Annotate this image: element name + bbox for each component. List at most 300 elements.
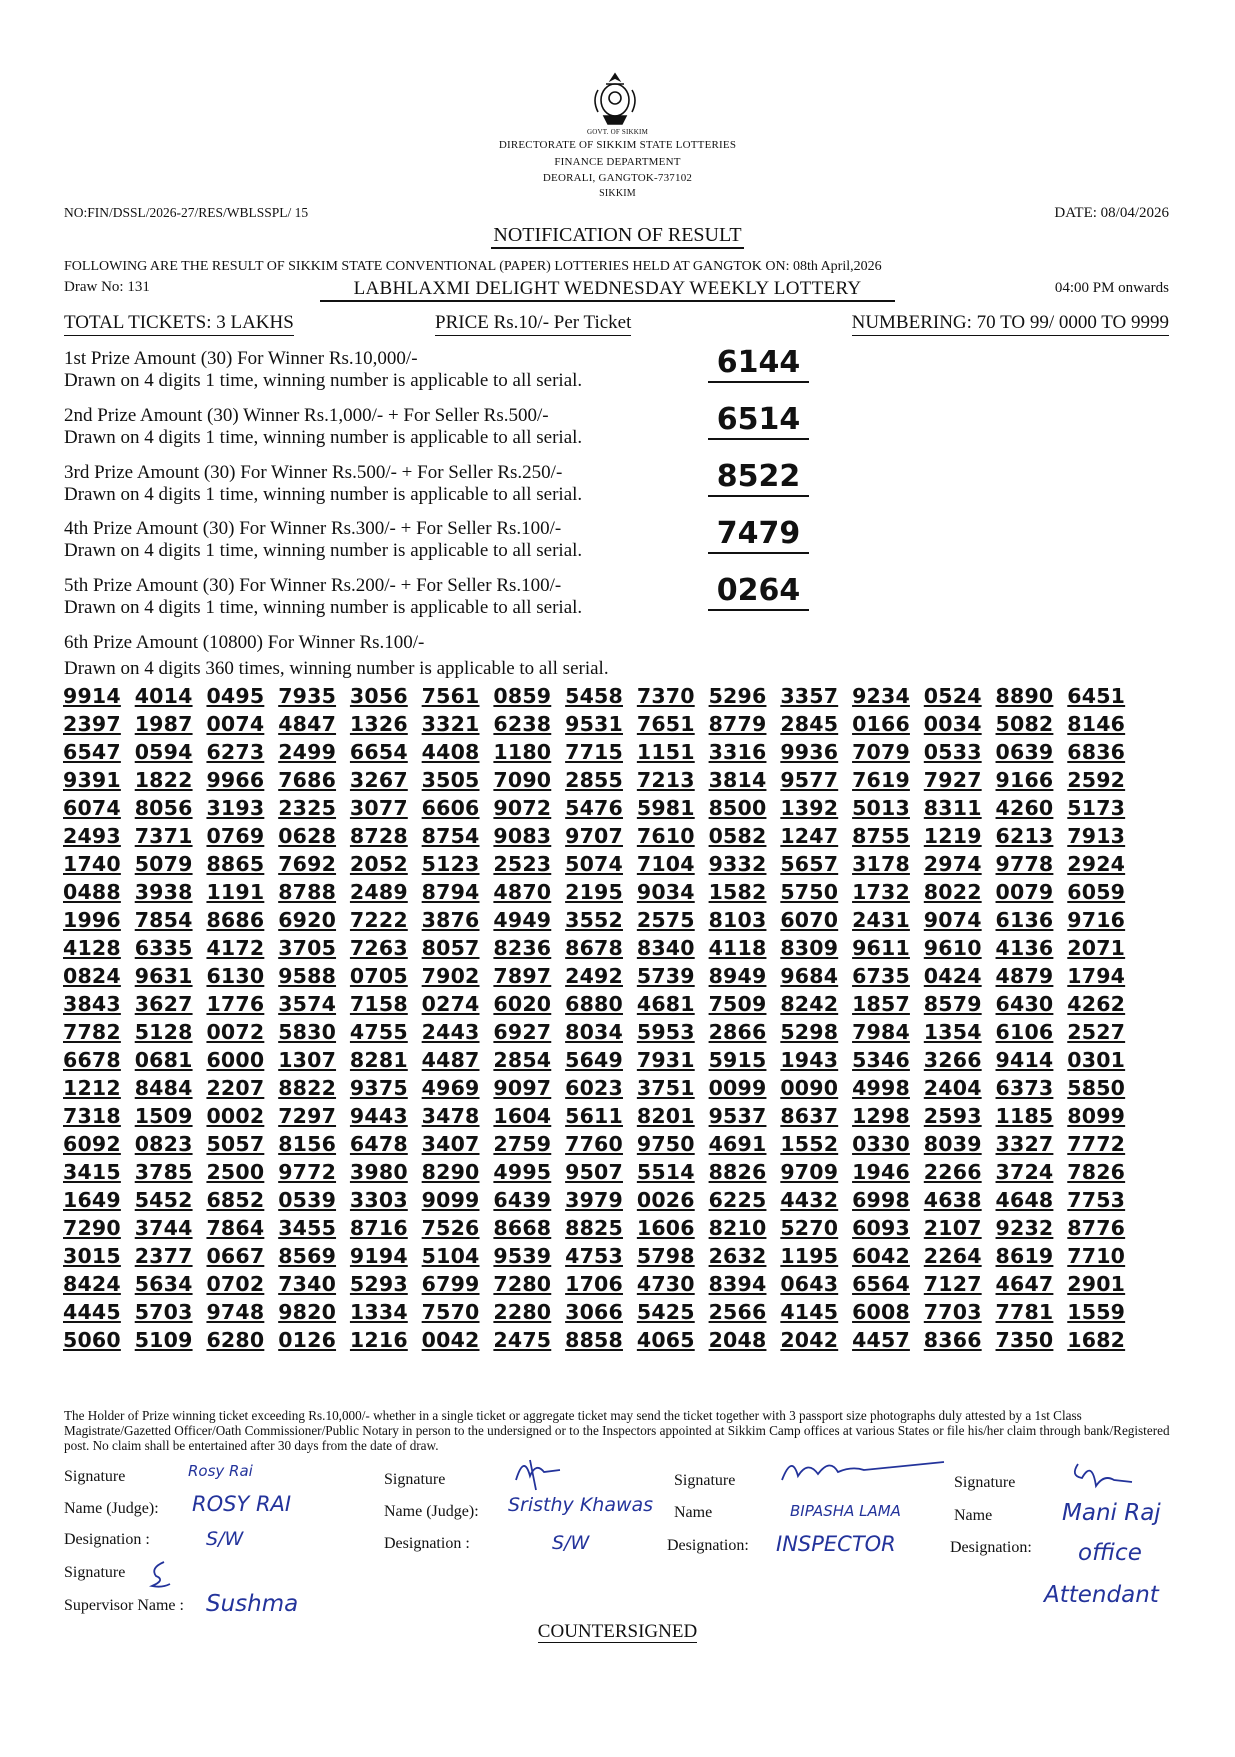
prize-6-number: 7931	[636, 1048, 695, 1072]
prize-6-number: 7370	[636, 684, 695, 708]
prize-6-number: 7715	[565, 740, 623, 764]
prize-6-number: 8637	[780, 1104, 839, 1128]
prize-6-number: 8569	[278, 1244, 337, 1268]
prize-6-number: 0539	[278, 1188, 337, 1212]
prize-6-number: 0424	[923, 964, 982, 988]
prize-6-number: 6042	[852, 1244, 910, 1268]
prize-3-number: 8522	[708, 459, 809, 497]
prize-6-number: 9707	[565, 824, 623, 848]
prize-6-number: 5953	[636, 1020, 695, 1044]
judge-2-designation-label: Designation :	[384, 1535, 470, 1552]
judge-1-name-label: Name (Judge):	[64, 1500, 159, 1517]
department-name: FINANCE DEPARTMENT	[554, 156, 681, 168]
prize-6-number: 8039	[923, 1132, 982, 1156]
prize-6-number: 0628	[278, 824, 337, 848]
draw-time: 04:00 PM onwards	[1054, 280, 1169, 296]
prize-6-number: 9577	[780, 768, 839, 792]
prize-6-number: 1334	[349, 1300, 408, 1324]
prize-6-number: 4949	[493, 908, 552, 932]
prize-6-number: 6373	[995, 1076, 1054, 1100]
prize-6-number: 7651	[636, 712, 695, 736]
prize-6-number: 9914	[63, 684, 121, 708]
prize-6-number: 3814	[708, 768, 767, 792]
prize-6-number: 8788	[278, 880, 337, 904]
prize-6-number: 8728	[349, 824, 408, 848]
prize-6-number: 4445	[63, 1300, 121, 1324]
prize-6-number: 2048	[708, 1328, 767, 1352]
prize-6-number: 6000	[206, 1048, 265, 1072]
prize-6-number: 7710	[1067, 1244, 1126, 1268]
prize-6-number: 1354	[923, 1020, 982, 1044]
prize-6-number: 1946	[852, 1160, 910, 1184]
prize-6-number: 0667	[206, 1244, 265, 1268]
prize-6-number: 5293	[349, 1272, 408, 1296]
prize-6-number: 7692	[278, 852, 337, 876]
prize-6-number: 1706	[565, 1272, 623, 1296]
prize-6-number: 6564	[852, 1272, 910, 1296]
prize-6-number: 8716	[349, 1216, 408, 1240]
prize-6-number: 3938	[134, 880, 193, 904]
prize-6-number: 5013	[852, 796, 910, 820]
prize-6-number: 2492	[565, 964, 623, 988]
prize-6-number: 5514	[636, 1160, 695, 1184]
judge-1-signature-hand: Rosy Rai	[188, 1462, 253, 1480]
prize-6-number: 3574	[278, 992, 337, 1016]
prize-6-number: 3744	[134, 1216, 193, 1240]
prize-6-number: 1247	[780, 824, 839, 848]
prize-6-number: 2866	[708, 1020, 767, 1044]
prize-6-number: 3552	[565, 908, 623, 932]
prize-6-number: 2195	[565, 880, 623, 904]
prize-6-number: 8500	[708, 796, 767, 820]
prize-6-number: 8424	[63, 1272, 121, 1296]
prize-6-number: 1509	[134, 1104, 193, 1128]
prize-6-number: 2493	[63, 824, 121, 848]
inspector-designation-label: Designation:	[667, 1537, 749, 1554]
prize-6-number: 0769	[206, 824, 265, 848]
claim-note: The Holder of Prize winning ticket exceeding Rs.10,000/- whether in a single ticket or aggregate ticket may send the ticket together with 3 passport size photographs duly attested by a 1st Class Magistrate/Gazetted Officer/Oath Commissioner/Public Notary in person to the undersigned or to the Inspectors appointed at Sikkim Camp offices at various States or file his/her claim through bank/Registered post. No claim shall be entertained after 30 days from the date of draw.	[64, 1408, 1170, 1453]
prize-6-number: 4408	[421, 740, 480, 764]
prize-6-number: 4995	[493, 1160, 552, 1184]
prize-6-number: 7610	[636, 824, 695, 848]
inspector-signature-scribble-icon	[778, 1452, 948, 1488]
prize-6-number: 2443	[421, 1020, 480, 1044]
officer-designation-label: Designation:	[950, 1539, 1032, 1556]
prize-6-number: 9709	[780, 1160, 839, 1184]
prize-6-number: 6451	[1067, 684, 1126, 708]
prize-6-number: 9588	[278, 964, 337, 988]
prize-6-number: 7158	[349, 992, 408, 1016]
prize-6-number: 7350	[995, 1328, 1054, 1352]
prize-6-number: 8484	[134, 1076, 193, 1100]
prize-5-rule: Drawn on 4 digits 1 time, winning number is applicable to all serial.	[64, 597, 583, 618]
prize-1-number: 6144	[708, 345, 809, 383]
prize-6-number: 4457	[852, 1328, 910, 1352]
judge-2-name-label: Name (Judge):	[384, 1503, 479, 1520]
judge-2-signature-label: Signature	[384, 1471, 446, 1488]
prize-6-number: 3980	[349, 1160, 408, 1184]
prize-6-number: 9537	[708, 1104, 767, 1128]
prize-6-number: 7371	[134, 824, 193, 848]
total-tickets: TOTAL TICKETS: 3 LAKHS	[64, 312, 294, 336]
prize-6-number: 2855	[565, 768, 623, 792]
prize-6-number: 6606	[421, 796, 480, 820]
prize-6-number: 7984	[852, 1020, 910, 1044]
prize-6-number: 2431	[852, 908, 910, 932]
ticket-numbering: NUMBERING: 70 TO 99/ 0000 TO 9999	[852, 312, 1169, 336]
prize-6-number: 9778	[995, 852, 1054, 876]
prize-6-number: 3627	[134, 992, 193, 1016]
prize-6-number: 7213	[636, 768, 695, 792]
prize-6-number: 6023	[565, 1076, 623, 1100]
prize-6-number: 2575	[636, 908, 695, 932]
prize-6-number: 8022	[923, 880, 982, 904]
prize-6-number: 2377	[134, 1244, 193, 1268]
prize-6-number: 8826	[708, 1160, 767, 1184]
prize-6-number: 2854	[493, 1048, 552, 1072]
prize-6-number: 1219	[923, 824, 982, 848]
prize-6-number: 9936	[780, 740, 839, 764]
prize-6-number: 0524	[923, 684, 982, 708]
prize-6-number: 8858	[565, 1328, 623, 1352]
prize-6-number: 0099	[708, 1076, 767, 1100]
prize-6-number: 3303	[349, 1188, 408, 1212]
prize-6-number: 1307	[278, 1048, 337, 1072]
prize-6-number: 5611	[565, 1104, 623, 1128]
prize-6-number: 3415	[63, 1160, 121, 1184]
prize-6-number: 3455	[278, 1216, 337, 1240]
prize-6-number: 1776	[206, 992, 265, 1016]
countersigned-text: COUNTERSIGNED	[537, 1621, 698, 1642]
prize-6-number: 2489	[349, 880, 408, 904]
prize-6-number: 1559	[1067, 1300, 1126, 1324]
prize-6-number: 8281	[349, 1048, 408, 1072]
prize-6-number: 2107	[923, 1216, 982, 1240]
prize-6-number: 5109	[134, 1328, 193, 1352]
prize-6-number: 8394	[708, 1272, 767, 1296]
prize-6-number: 4014	[134, 684, 193, 708]
prize-6-number: 4262	[1067, 992, 1126, 1016]
prize-3-rule: Drawn on 4 digits 1 time, winning number is applicable to all serial.	[64, 484, 583, 505]
draw-number: Draw No: 131	[64, 279, 150, 295]
prize-6-number: 4969	[421, 1076, 480, 1100]
prize-6-number: 1195	[780, 1244, 839, 1268]
prize-6-number: 0079	[995, 880, 1054, 904]
prize-6-number: 1794	[1067, 964, 1126, 988]
prize-6-number: 6092	[63, 1132, 121, 1156]
prize-6-number: 0026	[636, 1188, 695, 1212]
supervisor-name-hand: Sushma	[206, 1591, 299, 1617]
prize-4-rule: Drawn on 4 digits 1 time, winning number is applicable to all serial.	[64, 540, 583, 561]
supervisor-signature-scribble-icon	[146, 1558, 176, 1590]
reference-number: NO:FIN/DSSL/2026-27/RES/WBLSSPL/ 15	[64, 205, 309, 220]
judge-1-designation-hand: S/W	[206, 1528, 244, 1550]
countersigned-label	[0, 1621, 1235, 1643]
prize-6-number: 0002	[206, 1104, 265, 1128]
directorate-name: DIRECTORATE OF SIKKIM STATE LOTTERIES	[498, 139, 737, 151]
prize-6-number: 3321	[421, 712, 480, 736]
prize-6-number: 1604	[493, 1104, 552, 1128]
prize-6-number: 0042	[421, 1328, 480, 1352]
prize-6-number: 4730	[636, 1272, 695, 1296]
prize-6-description: 6th Prize Amount (10800) For Winner Rs.100/-	[64, 632, 425, 653]
prize-6-number: 9034	[636, 880, 695, 904]
prize-6-number: 8236	[493, 936, 552, 960]
prize-6-number: 7561	[421, 684, 480, 708]
prize-6-number: 3505	[421, 768, 480, 792]
prize-6-number: 3193	[206, 796, 265, 820]
prize-5-number: 0264	[708, 573, 809, 611]
prize-6-number: 5296	[708, 684, 767, 708]
prize-6-number: 5082	[995, 712, 1054, 736]
prize-6-number: 1180	[493, 740, 552, 764]
prize-6-number: 5128	[134, 1020, 193, 1044]
judge-1-signature-label: Signature	[64, 1468, 126, 1485]
prize-6-number: 6335	[134, 936, 193, 960]
prize-6-number: 6020	[493, 992, 552, 1016]
prize-6-number: 8340	[636, 936, 695, 960]
judge-2-designation-hand: S/W	[552, 1532, 590, 1554]
prize-6-number: 7127	[923, 1272, 982, 1296]
prize-6-number: 9966	[206, 768, 265, 792]
prize-6-number: 8146	[1067, 712, 1126, 736]
prize-6-number: 0301	[1067, 1048, 1126, 1072]
prize-6-number: 7104	[636, 852, 695, 876]
prize-6-number: 4128	[63, 936, 121, 960]
prize-6-number: 7570	[421, 1300, 480, 1324]
prize-6-number: 1732	[852, 880, 910, 904]
prize-6-number: 2974	[923, 852, 982, 876]
prize-6-number: 9234	[852, 684, 910, 708]
prize-6-number: 8794	[421, 880, 480, 904]
prize-6-number: 9083	[493, 824, 552, 848]
prize-6-number: 1212	[63, 1076, 121, 1100]
prize-6-number: 9631	[134, 964, 193, 988]
prize-6-number: 6735	[852, 964, 910, 988]
prize-6-number: 6273	[206, 740, 265, 764]
state-name: SIKKIM	[599, 188, 636, 199]
prize-6-number: 6880	[565, 992, 623, 1016]
prize-6-number: 0034	[923, 712, 982, 736]
prize-6-number: 9531	[565, 712, 623, 736]
prize-6-number: 7753	[1067, 1188, 1126, 1212]
prize-6-number: 5425	[636, 1300, 695, 1324]
notification-date: DATE: 08/04/2026	[1054, 205, 1169, 221]
prize-6-number: 4648	[995, 1188, 1054, 1212]
prize-6-number: 0859	[493, 684, 552, 708]
inspector-name-hand: BIPASHA LAMA	[790, 1502, 901, 1520]
prize-6-number: 7897	[493, 964, 552, 988]
prize-6-number: 6280	[206, 1328, 265, 1352]
prize-6-number: 6920	[278, 908, 337, 932]
prize-6-number: 1822	[134, 768, 193, 792]
prize-2-number: 6514	[708, 402, 809, 440]
prize-6-number: 1185	[995, 1104, 1054, 1128]
prize-6-number: 4691	[708, 1132, 767, 1156]
prize-6-number: 8309	[780, 936, 839, 960]
prize-6-number: 4753	[565, 1244, 623, 1268]
prize-6-number: 8890	[995, 684, 1054, 708]
prize-6-number: 1943	[780, 1048, 839, 1072]
prize-6-number: 9539	[493, 1244, 552, 1268]
supervisor-signature-label: Signature	[64, 1564, 126, 1581]
prize-6-number: 1987	[134, 712, 193, 736]
prize-6-number: 0090	[780, 1076, 839, 1100]
prize-6-number: 7935	[278, 684, 337, 708]
prize-6-number: 6439	[493, 1188, 552, 1212]
prize-6-number: 5104	[421, 1244, 480, 1268]
prize-6-number: 5750	[780, 880, 839, 904]
prize-6-number: 8619	[995, 1244, 1054, 1268]
prize-6-number: 3724	[995, 1160, 1054, 1184]
prize-6-number: 4755	[349, 1020, 408, 1044]
prize-6-number: 9610	[923, 936, 982, 960]
prize-6-number: 1996	[63, 908, 121, 932]
prize-6-number: 7760	[565, 1132, 623, 1156]
prize-6-number: 6225	[708, 1188, 767, 1212]
prize-6-number: 2325	[278, 796, 337, 820]
supervisor-name-label: Supervisor Name :	[64, 1597, 184, 1614]
prize-2-description: 2nd Prize Amount (30) Winner Rs.1,000/- + For Seller Rs.500/-	[64, 405, 549, 426]
prize-6-number: 7079	[852, 740, 910, 764]
prize-6-number: 6070	[780, 908, 839, 932]
prize-6-number: 3705	[278, 936, 337, 960]
prize-1-rule: Drawn on 4 digits 1 time, winning number is applicable to all serial.	[64, 370, 583, 391]
prize-6-number: 4118	[708, 936, 767, 960]
prize-6-number: 0072	[206, 1020, 265, 1044]
judge-1-designation-label: Designation :	[64, 1531, 150, 1548]
inspector-name-label: Name	[674, 1504, 713, 1521]
prize-6-rule: Drawn on 4 digits 360 times, winning number is applicable to all serial.	[64, 658, 609, 679]
prize-6-number: 3478	[421, 1104, 480, 1128]
prize-6-number: 3751	[636, 1076, 695, 1100]
prize-6-number: 6213	[995, 824, 1054, 848]
prize-6-number: 8103	[708, 908, 767, 932]
prize-6-number: 3066	[565, 1300, 623, 1324]
prize-6-number: 1606	[636, 1216, 695, 1240]
prize-6-number: 7781	[995, 1300, 1054, 1324]
prize-6-number: 7263	[349, 936, 408, 960]
prize-6-number: 1857	[852, 992, 910, 1016]
prize-6-number: 6136	[995, 908, 1054, 932]
prize-6-number: 4065	[636, 1328, 695, 1352]
prize-6-number: 3357	[780, 684, 839, 708]
prize-6-number: 9332	[708, 852, 767, 876]
prize-6-number: 7826	[1067, 1160, 1126, 1184]
prize-6-number: 0705	[349, 964, 408, 988]
prize-6-number: 2845	[780, 712, 839, 736]
prize-6-number: 0274	[421, 992, 480, 1016]
prize-6-number: 5830	[278, 1020, 337, 1044]
prize-6-number: 7222	[349, 908, 408, 932]
prize-6-number: 6074	[63, 796, 121, 820]
officer-name-label: Name	[954, 1507, 993, 1524]
prize-6-number: 3979	[565, 1188, 623, 1212]
officer-signature-scribble-icon	[1068, 1456, 1138, 1496]
judge-2-name-hand: Sristhy Khawas	[508, 1494, 654, 1516]
prize-6-number: 1216	[349, 1328, 408, 1352]
prize-6-number: 5649	[565, 1048, 623, 1072]
prize-2-rule: Drawn on 4 digits 1 time, winning number is applicable to all serial.	[64, 427, 583, 448]
prize-6-number: 9443	[349, 1104, 408, 1128]
prize-6-number: 4647	[995, 1272, 1054, 1296]
prize-6-number: 5703	[134, 1300, 193, 1324]
prize-6-number: 9772	[278, 1160, 337, 1184]
prize-6-number: 4879	[995, 964, 1054, 988]
prize-6-number: 9072	[493, 796, 552, 820]
prize-6-number: 2593	[923, 1104, 982, 1128]
prize-6-number: 7297	[278, 1104, 337, 1128]
prize-6-number: 7526	[421, 1216, 480, 1240]
prize-6-number: 8210	[708, 1216, 767, 1240]
prize-6-number: 6106	[995, 1020, 1054, 1044]
prize-6-number: 0639	[995, 740, 1054, 764]
prize-6-number: 8686	[206, 908, 265, 932]
prize-6-number: 5074	[565, 852, 623, 876]
prize-6-number: 3876	[421, 908, 480, 932]
prize-6-number: 4638	[923, 1188, 982, 1212]
prize-6-number: 1151	[636, 740, 695, 764]
prize-6-number: 2901	[1067, 1272, 1126, 1296]
prize-6-number: 1191	[206, 880, 265, 904]
prize-6-number: 7509	[708, 992, 767, 1016]
prize-6-number: 4260	[995, 796, 1054, 820]
prize-6-number: 9166	[995, 768, 1054, 792]
prize-6-number: 9507	[565, 1160, 623, 1184]
inspector-designation-hand: INSPECTOR	[776, 1532, 896, 1556]
prize-3-description: 3rd Prize Amount (30) For Winner Rs.500/- + For Seller Rs.250/-	[64, 462, 563, 483]
prize-6-number: 3327	[995, 1132, 1054, 1156]
prize-6-number: 2052	[349, 852, 408, 876]
prize-6-number: 6059	[1067, 880, 1126, 904]
prize-6-number: 9750	[636, 1132, 695, 1156]
prize-6-number: 8034	[565, 1020, 623, 1044]
prize-6-number: 5476	[565, 796, 623, 820]
prize-6-number: 8949	[708, 964, 767, 988]
prize-6-number: 6836	[1067, 740, 1126, 764]
prize-6-number: 8311	[923, 796, 982, 820]
prize-1-description: 1st Prize Amount (30) For Winner Rs.10,000/-	[64, 348, 418, 369]
prize-6-number: 9099	[421, 1188, 480, 1212]
page-title-text: NOTIFICATION OF RESULT	[491, 224, 743, 249]
prize-6-number: 8779	[708, 712, 767, 736]
officer-handwritten-line-1: Mani Raj	[1062, 1500, 1161, 1526]
prize-6-number: 7782	[63, 1020, 121, 1044]
prize-6-number: 8056	[134, 796, 193, 820]
prize-6-number: 6008	[852, 1300, 910, 1324]
prize-6-number: 2566	[708, 1300, 767, 1324]
prize-6-number: 4998	[852, 1076, 910, 1100]
prize-6-number: 7927	[923, 768, 982, 792]
prize-6-number: 0495	[206, 684, 265, 708]
prize-6-number: 3266	[923, 1048, 982, 1072]
prize-6-number: 2759	[493, 1132, 552, 1156]
prize-6-number: 5850	[1067, 1076, 1126, 1100]
prize-6-number: 7619	[852, 768, 910, 792]
officer-signature-label: Signature	[954, 1474, 1016, 1491]
prize-6-number: 3267	[349, 768, 408, 792]
prize-6-number: 0074	[206, 712, 265, 736]
prize-4-number: 7479	[708, 516, 809, 554]
prize-6-number: 8754	[421, 824, 480, 848]
prize-6-number: 8242	[780, 992, 839, 1016]
prize-6-number: 0166	[852, 712, 910, 736]
office-address: DEORALI, GANGTOK-737102	[542, 172, 693, 184]
prize-6-number: 6093	[852, 1216, 910, 1240]
prize-6-number: 9391	[63, 768, 121, 792]
prize-6-number: 3178	[852, 852, 910, 876]
prize-6-number: 5079	[134, 852, 193, 876]
